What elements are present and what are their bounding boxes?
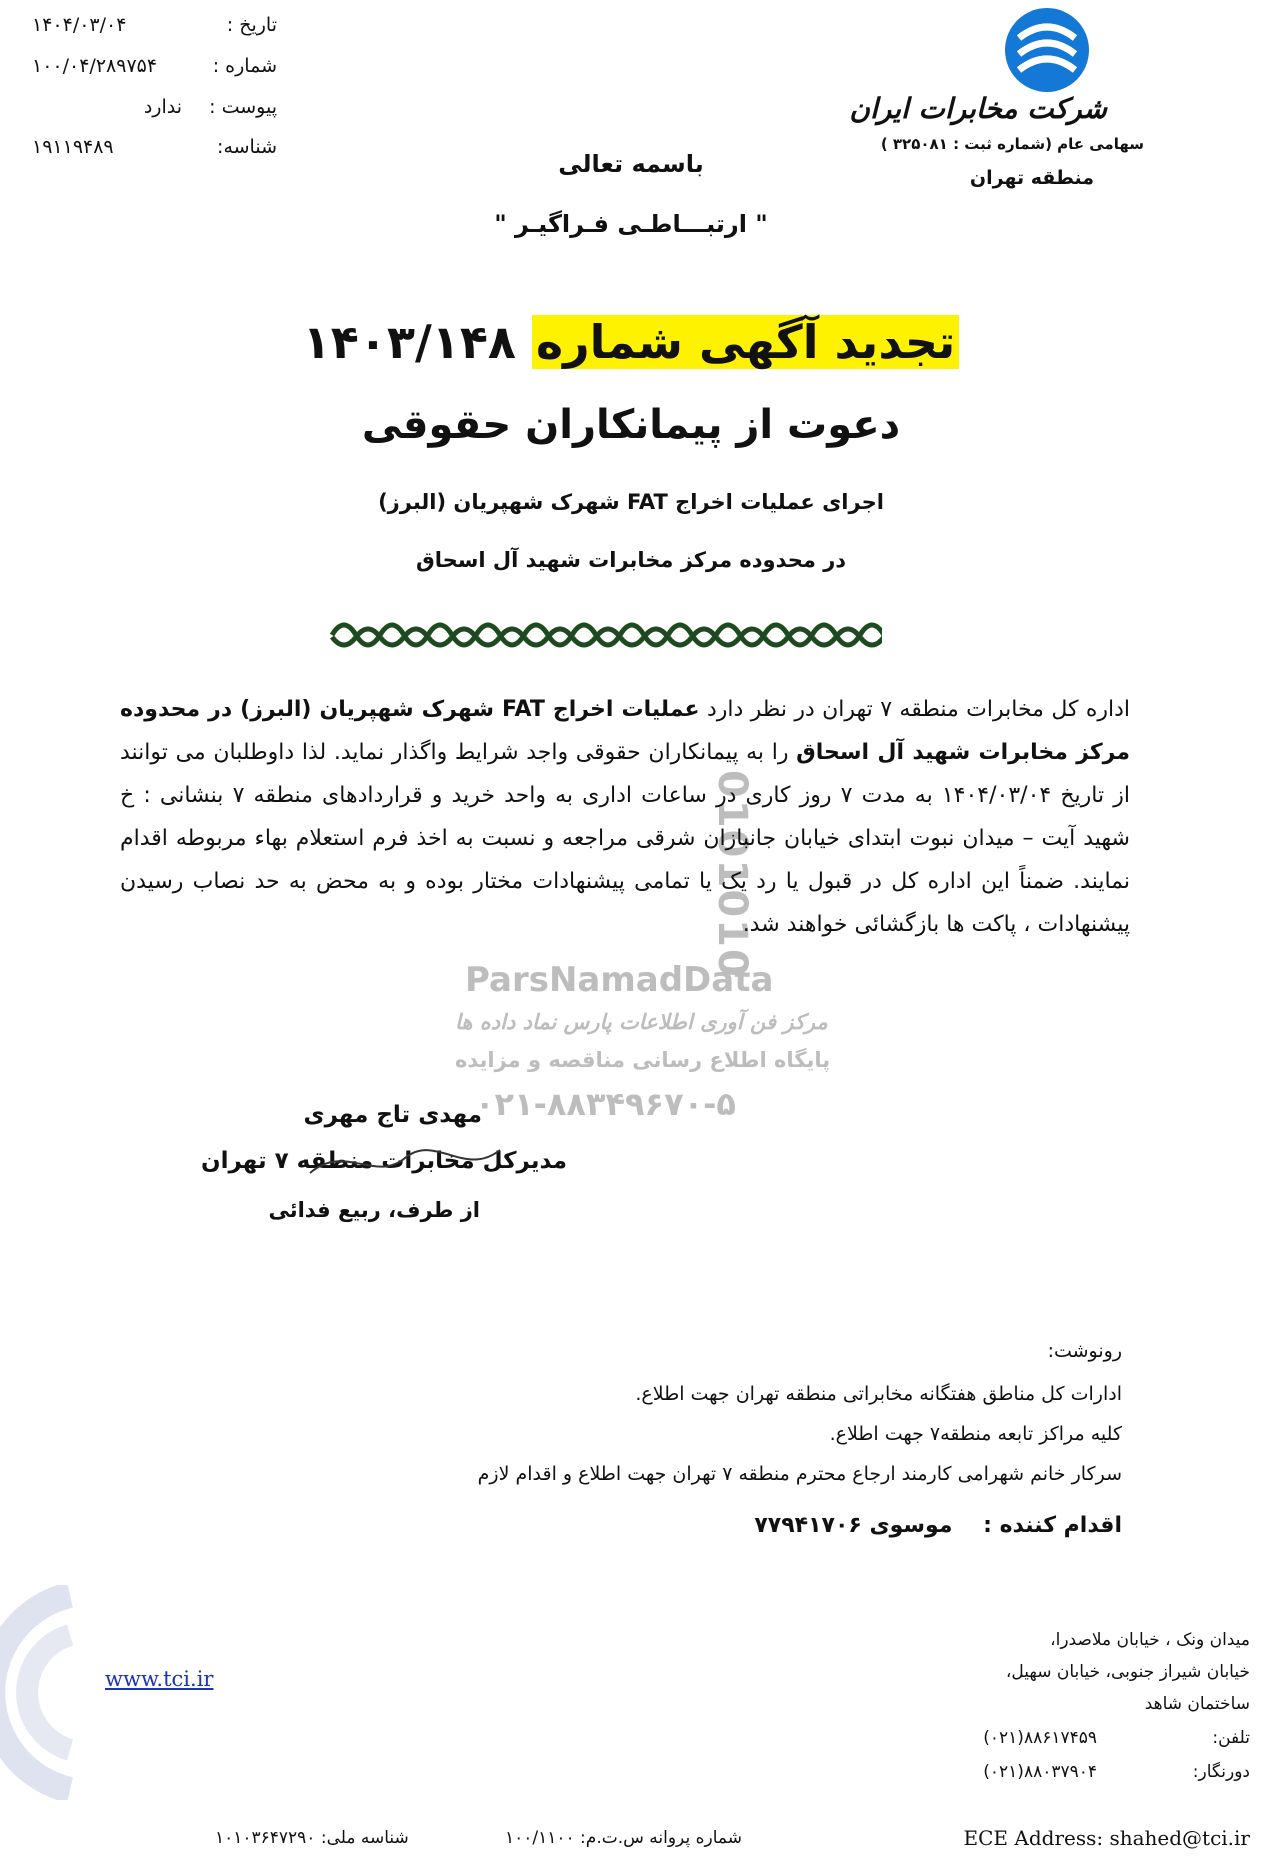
action-label: اقدام کننده :	[983, 1513, 1122, 1538]
notice-subtitle: دعوت از پیمانکاران حقوقی	[361, 402, 901, 448]
copies-item-3: سرکار خانم شهرامی کارمند ارجاع محترم منطقه ۷ تهران جهت اطلاع و اقدام لازم	[477, 1463, 1122, 1485]
address-line-2: خیابان شیراز جنوبی، خیابان سهیل،	[1005, 1662, 1250, 1682]
watermark-line-2: پایگاه اطلاع رسانی مناقصه و مزایده	[455, 1048, 831, 1072]
company-region: منطقه تهران	[969, 167, 1094, 189]
date-label: تاریخ :	[226, 14, 277, 36]
watermark-phone: ۰۲۱-۸۸۳۴۹۶۷۰-۵	[475, 1085, 736, 1123]
number-label: شماره :	[212, 55, 277, 77]
notice-description-2: در محدوده مرکز مخابرات شهید آل اسحاق	[415, 548, 847, 572]
date-value: ۱۴۰۴/۰۳/۰۴	[32, 14, 127, 36]
watermark-line-1: مرکز فن آوری اطلاعات پارس نماد داده ها	[455, 1010, 828, 1034]
notice-title	[0, 315, 1262, 369]
address-line-1: میدان ونک ، خیابان ملاصدرا،	[1050, 1630, 1250, 1650]
copies-label: رونوشت:	[1047, 1340, 1122, 1362]
footer-arc-icon	[0, 1585, 80, 1800]
invocation: باسمه تعالی	[558, 150, 704, 178]
signer-name: مهدی تاج مهری	[303, 1102, 482, 1128]
phone-label: تلفن:	[1212, 1728, 1250, 1748]
license-number: شماره پروانه س.ت.م: ۱۰۰/۱۱۰۰	[505, 1828, 742, 1848]
action-value: موسوی ۷۷۹۴۱۷۰۶	[754, 1513, 953, 1538]
notice-description-1: اجرای عملیات اخراج FAT شهرک شهپریان (البرز)	[378, 490, 884, 514]
id-label: شناسه:	[217, 136, 277, 158]
copies-item-1: ادارات کل مناطق هفتگانه مخابراتی منطقه تهران جهت اطلاع.	[635, 1383, 1122, 1405]
copies-item-2: کلیه مراکز تابعه منطقه۷ جهت اطلاع.	[829, 1423, 1122, 1445]
national-id: شناسه ملی: ۱۰۱۰۳۶۴۷۲۹۰	[215, 1828, 409, 1848]
slogan: " ارتبـــاطـی فـراگیـر "	[494, 210, 768, 238]
notice-number: ۱۴۰۳/۱۴۸	[302, 315, 517, 369]
signature-scribble-icon	[305, 1138, 505, 1188]
id-value: ۱۹۱۱۹۴۸۹	[32, 136, 114, 158]
phone-value: (۰۲۱)۸۸۶۱۷۴۵۹	[983, 1728, 1097, 1748]
watermark-brand: ParsNamadData	[465, 960, 774, 1000]
company-registration: سهامی عام (شماره ثبت : ۳۲۵۰۸۱ )	[880, 135, 1144, 153]
signer-on-behalf: از طرف، ربیع فدائی	[268, 1198, 480, 1222]
ece-address: ECE Address: shahed@tci.ir	[963, 1826, 1250, 1850]
signer-position: مدیرکل مخابرات منطقه ۷ تهران	[200, 1148, 567, 1174]
watermark-digits: 0101010	[709, 770, 755, 979]
notice-title-highlight: تجدید آگهی شماره	[532, 315, 959, 369]
attachment-value: ندارد	[143, 96, 182, 118]
fax-value: (۰۲۱)۸۸۰۳۷۹۰۴	[983, 1762, 1097, 1782]
action-officer	[754, 1513, 1122, 1538]
notice-body	[120, 688, 1130, 946]
ornament-divider	[322, 615, 882, 655]
fax-label: دورنگار:	[1192, 1762, 1250, 1782]
address-line-3: ساختمان شاهد	[1144, 1694, 1250, 1714]
company-name: شرکت مخابرات ایران	[849, 92, 1107, 125]
tci-logo-icon	[1005, 8, 1089, 92]
body-bold-1: عملیات اخراج FAT شهرک شهپریان (البرز) در محدوده مرکز مخابرات شهید آل اسحاق	[120, 697, 1130, 765]
website-link[interactable]: www.tci.ir	[105, 1667, 214, 1691]
attachment-label: پیوست :	[209, 96, 277, 118]
body-part-2: را به پیمانکاران حقوقی واجد شرایط واگذار نماید. لذا داوطلبان می توانند از تاریخ ۱۴۰۴/۰۳/۰۴ به مدت ۷ روز کاری در ساعات اداری به واحد خرید و قراردادهای منطقه ۷ بنشانی : خ شهید آیت – میدان نبوت ابتدای خیابان جانبازان شرقی مراجعه و نسبت به اخذ فرم استعلام بهاء مربوطه اقدام نمایند. ضمناً این اداره کل در قبول یا رد یک یا تمامی پیشنهادات مختار بوده و به محض به حد نصاب رسیدن پیشنهادات ، پاکت ها بازگشائی خواهند شد.	[120, 740, 1130, 937]
body-part-1: اداره کل مخابرات منطقه ۷ تهران در نظر دارد	[699, 697, 1130, 722]
number-value: ۱۰۰/۰۴/۲۸۹۷۵۴	[32, 55, 158, 77]
